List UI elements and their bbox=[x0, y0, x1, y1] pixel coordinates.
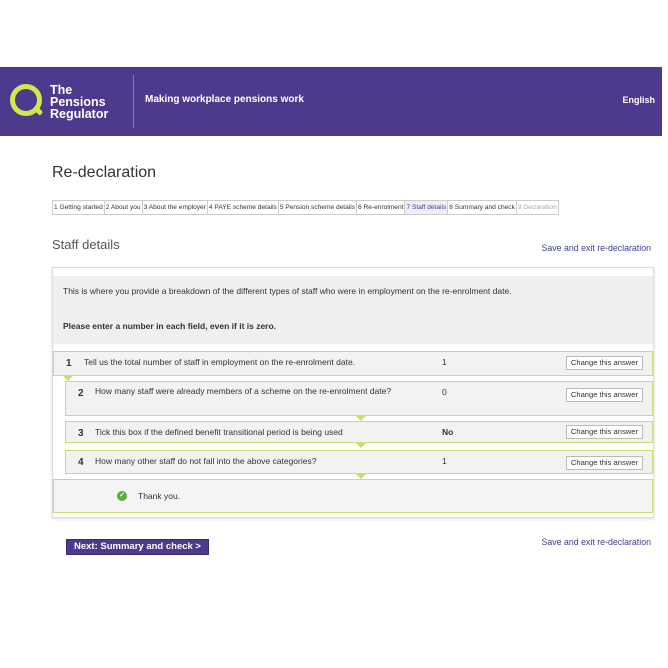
logo-line-2: Pensions bbox=[50, 95, 106, 109]
step-staff-details[interactable]: 7 Staff details bbox=[404, 200, 447, 215]
question-text: How many staff were already members of a scheme on the re-enrolment date? bbox=[95, 386, 392, 396]
section-title: Staff details bbox=[52, 237, 120, 252]
language-selector[interactable]: English bbox=[622, 95, 655, 105]
save-exit-link-bottom[interactable]: Save and exit re-declaration bbox=[541, 537, 651, 547]
question-row bbox=[53, 351, 653, 376]
step-about-employer[interactable]: 3 About the employer bbox=[142, 200, 207, 215]
header-divider bbox=[133, 75, 134, 128]
question-number: 2 bbox=[78, 388, 84, 399]
change-answer-button[interactable]: Change this answer bbox=[566, 356, 643, 370]
thank-you-box bbox=[53, 479, 653, 513]
question-row bbox=[65, 450, 653, 474]
staff-details-panel bbox=[52, 267, 654, 518]
question-text: Tick this box if the defined benefit transitional period is being used bbox=[95, 427, 343, 437]
question-number: 4 bbox=[78, 457, 84, 468]
intro-text: This is where you provide a breakdown of the different types of staff who were in employment on the re-enrolment date. bbox=[63, 286, 512, 296]
step-summary-check[interactable]: 8 Summary and check bbox=[447, 200, 516, 215]
site-header bbox=[0, 67, 662, 136]
change-answer-button[interactable]: Change this answer bbox=[566, 425, 643, 439]
question-number: 1 bbox=[66, 358, 72, 369]
step-re-enrolment[interactable]: 6 Re-enrolment bbox=[356, 200, 404, 215]
thank-you-text: Thank you. bbox=[138, 491, 181, 501]
change-answer-button[interactable]: Change this answer bbox=[566, 456, 643, 470]
question-number: 3 bbox=[78, 428, 84, 439]
question-answer: 1 bbox=[442, 357, 447, 367]
down-arrow-icon bbox=[356, 443, 366, 448]
question-row bbox=[65, 421, 653, 443]
question-answer: 0 bbox=[442, 387, 447, 397]
question-row bbox=[65, 381, 653, 416]
question-answer: 1 bbox=[442, 456, 447, 466]
check-circle-icon: ✓ bbox=[117, 491, 127, 501]
step-declaration: 9 Declaration bbox=[516, 200, 559, 215]
tagline: Making workplace pensions work bbox=[145, 94, 304, 105]
page-title: Re-declaration bbox=[52, 164, 157, 181]
intro-box bbox=[53, 276, 653, 344]
logo-line-1: The bbox=[50, 83, 73, 97]
question-text: How many other staff do not fall into the above categories? bbox=[95, 456, 317, 466]
question-answer: No bbox=[442, 427, 454, 437]
step-paye-scheme[interactable]: 4 PAYE scheme details bbox=[207, 200, 278, 215]
step-getting-started[interactable]: 1 Getting started bbox=[52, 200, 104, 215]
pensions-regulator-logo-icon bbox=[10, 84, 42, 116]
step-about-you[interactable]: 2 About you bbox=[104, 200, 142, 215]
next-summary-button[interactable]: Next: Summary and check > bbox=[66, 539, 209, 555]
intro-instruction: Please enter a number in each field, even if it is zero. bbox=[63, 321, 277, 331]
change-answer-button[interactable]: Change this answer bbox=[566, 388, 643, 402]
step-pension-scheme[interactable]: 5 Pension scheme details bbox=[278, 200, 356, 215]
progress-steps bbox=[52, 200, 559, 215]
logo-line-3: Regulator bbox=[50, 107, 109, 121]
save-exit-link-top[interactable]: Save and exit re-declaration bbox=[541, 243, 651, 253]
logo-text[interactable] bbox=[50, 84, 130, 120]
question-text: Tell us the total number of staff in employment on the re-enrolment date. bbox=[84, 357, 356, 367]
